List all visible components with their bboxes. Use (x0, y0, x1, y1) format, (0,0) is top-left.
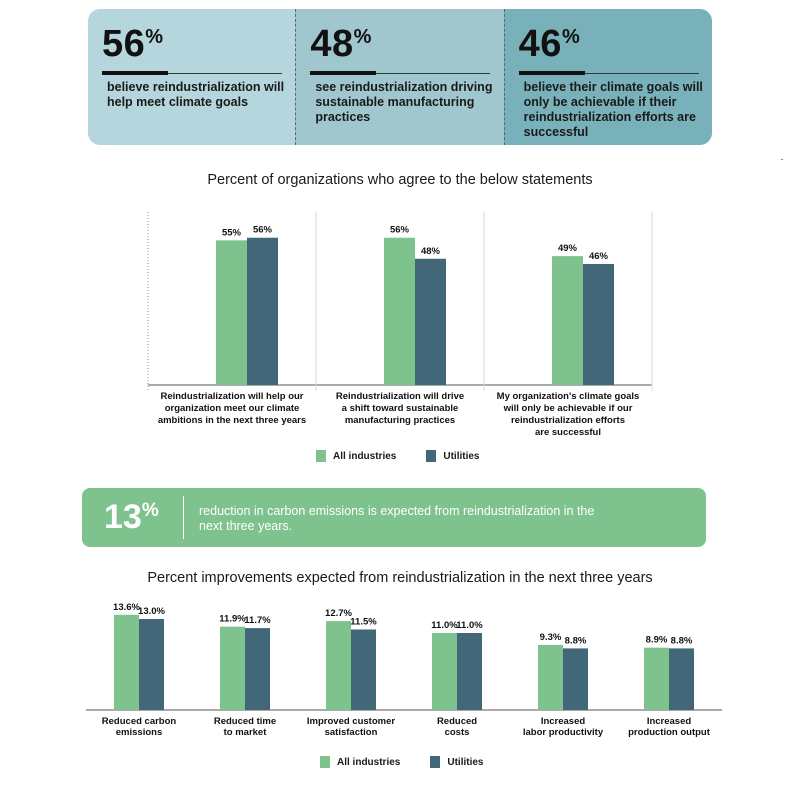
category-label: Reindustrialization will help our (160, 391, 304, 402)
category-label: ambitions in the next three years (157, 415, 307, 426)
callout-text: reduction in carbon emissions is expected from reindustrialization in the next three years. (199, 504, 595, 533)
bar-value-label: 49% (557, 243, 578, 255)
stat-value: 46% (518, 23, 581, 65)
bar-all-industries (644, 648, 669, 710)
stat-description: believe reindustrialization will help meet climate goals (107, 80, 285, 109)
bar-value-label: 13.0% (138, 606, 165, 617)
legend-label: Utilities (447, 756, 484, 768)
category-label: will only be achievable if our (503, 403, 633, 414)
bar-utilities (139, 619, 164, 710)
stat-description: see reindustrialization driving sustainable manufacturing practices (315, 80, 493, 124)
bar-value-label: 13.6% (113, 601, 140, 613)
bar-all-industries (538, 645, 563, 710)
category-label: labor productivity (522, 727, 604, 738)
chart-2-title: Percent improvements expected from reindustrialization in the next three years (147, 570, 653, 586)
legend-label: All industries (333, 450, 397, 462)
legend-item-all-industries (320, 756, 400, 768)
category-label: production output (628, 727, 710, 738)
bar-value-label: 11.9% (219, 613, 246, 625)
category-label: satisfaction (324, 727, 378, 738)
legend-swatch-all-industries (320, 756, 330, 768)
bar-value-label: 55% (221, 227, 242, 239)
category-label: organization meet our climate (164, 403, 300, 414)
bar-all-industries (326, 621, 351, 710)
stat-value: 56% (102, 23, 164, 65)
category-label: emissions (115, 727, 163, 738)
bar-utilities (669, 648, 694, 710)
chart-2-legend (320, 756, 483, 768)
category-label: Reduced (436, 716, 478, 727)
bar-value-label: 48% (420, 245, 441, 257)
category-label: manufacturing practices (344, 415, 456, 426)
bar-utilities (351, 630, 376, 711)
bar-utilities (563, 648, 588, 710)
category-label: reindustrialization efforts (510, 415, 626, 426)
bar-value-label: 9.3% (539, 631, 562, 643)
bar-utilities (245, 628, 270, 710)
bar-value-label: 11.0% (431, 620, 458, 631)
category-label: My organization's climate goals (496, 391, 640, 402)
category-label: to market (223, 727, 267, 738)
category-label: Improved customer (306, 716, 396, 727)
bar-all-industries (432, 633, 457, 710)
bar-value-label: 11.7% (244, 615, 271, 627)
category-label: Reindustrialization will drive (335, 391, 465, 402)
bar-value-label: 56% (389, 224, 410, 236)
stat-value: 48% (310, 23, 372, 65)
bar-value-label: 11.5% (350, 616, 377, 628)
legend-swatch-utilities (430, 756, 440, 768)
category-label: Increased (540, 716, 586, 727)
chart-1-title: Percent of organizations who agree to the below statements (207, 172, 593, 188)
callout-value: 13% (104, 498, 159, 536)
bar-value-label: 11.0% (456, 620, 483, 631)
category-label: costs (444, 727, 470, 738)
category-label: Reduced carbon (101, 716, 177, 727)
stat-description: believe their climate goals will only be achievable if their reindustrialization efforts are successful (523, 80, 703, 139)
legend-item-utilities (430, 756, 483, 768)
bar-value-label: 56% (252, 224, 273, 236)
legend-label: Utilities (443, 450, 480, 462)
bar-value-label: 12.7% (325, 608, 352, 620)
category-label: Reduced time (213, 716, 277, 727)
bar-utilities (457, 633, 482, 710)
bar-value-label: 8.9% (645, 634, 668, 646)
bar-value-label: 46% (588, 251, 609, 263)
category-label: a shift toward sustainable (341, 403, 459, 414)
bar-all-industries (220, 627, 245, 710)
category-label: Increased (646, 716, 692, 727)
bar-value-label: 8.8% (564, 635, 587, 647)
category-label: are successful (534, 427, 602, 438)
legend-label: All industries (337, 756, 401, 768)
bar-all-industries (114, 615, 139, 710)
bar-value-label: 8.8% (670, 635, 693, 647)
